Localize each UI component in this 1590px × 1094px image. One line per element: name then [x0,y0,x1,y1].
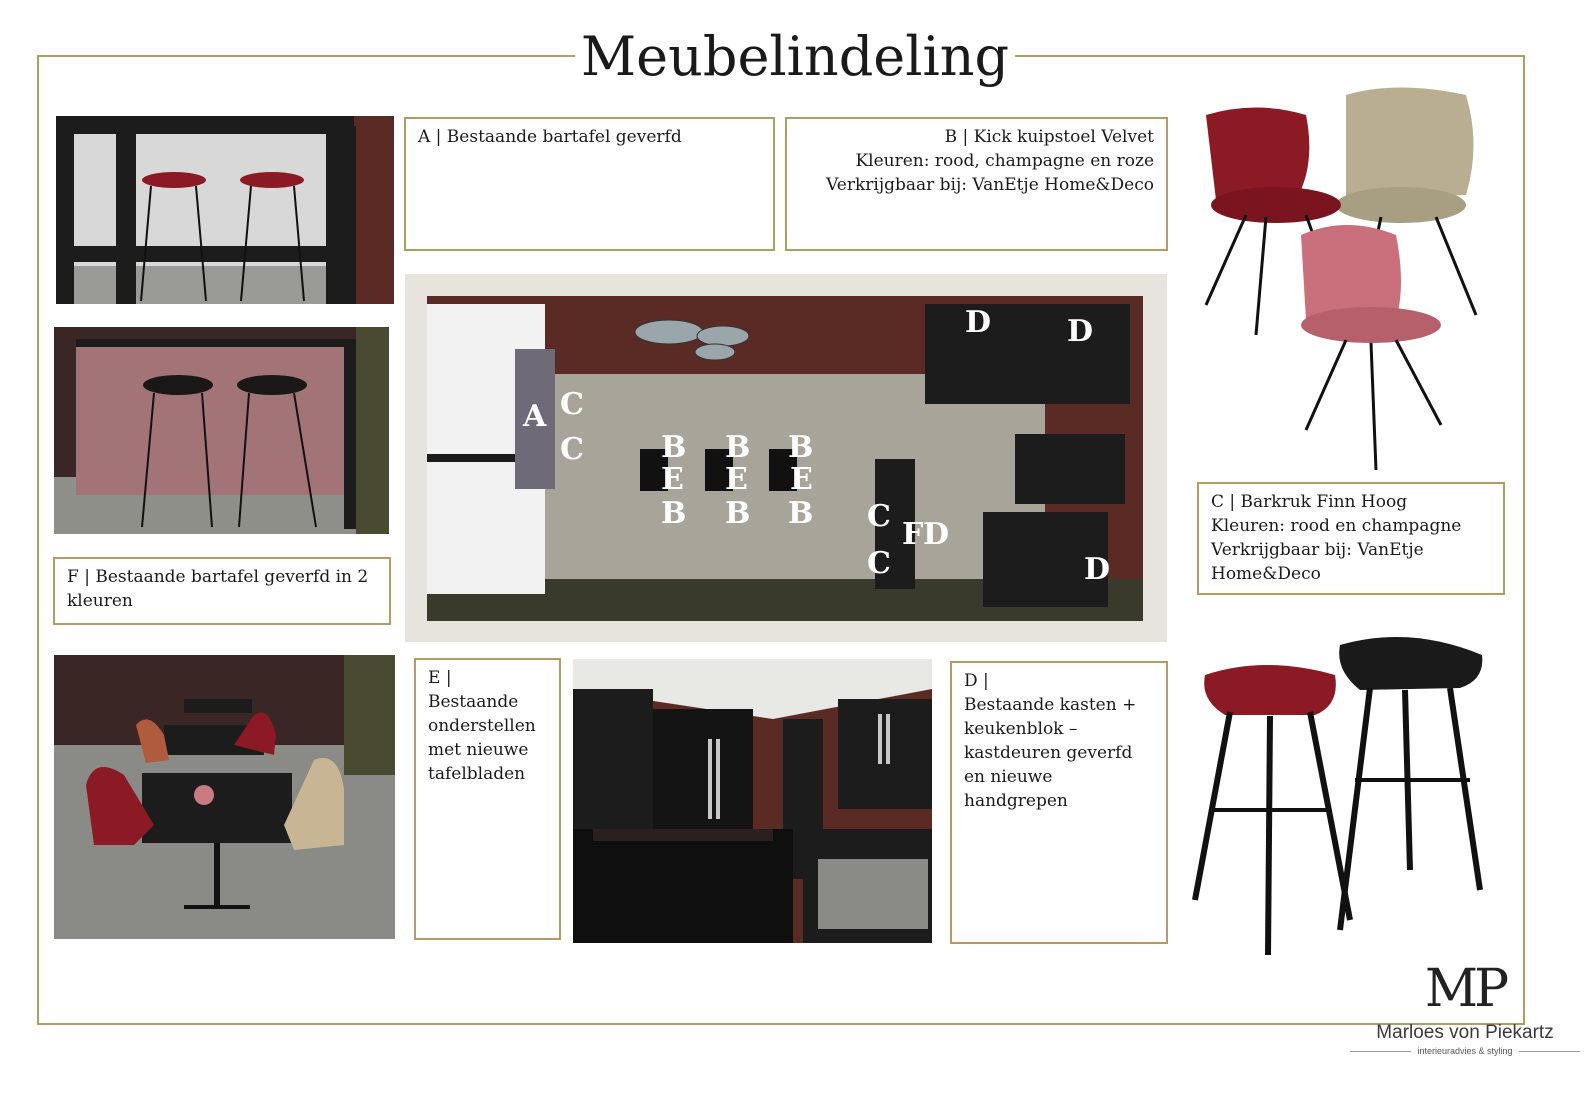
plan-marker-b5: B [788,430,814,465]
plan-marker-c3: C [867,499,891,534]
label-c-line2: Kleuren: rood en champagne [1211,516,1462,536]
plan-marker-c4: C [867,546,891,581]
plan-marker-d4: D [1084,552,1111,587]
plan-marker-d3: D [1067,314,1094,349]
label-c-line3: Verkrijgbaar bij: VanEtje Home&Deco [1211,540,1424,584]
label-a-text: A | Bestaande bartafel geverfd [418,127,682,147]
logo-tagline: interieuradvies & styling [1417,1046,1513,1056]
label-e [414,658,561,940]
label-b [785,117,1168,251]
logo-name: Marloes von Piekartz [1376,1022,1554,1043]
plan-marker-b3: B [725,430,751,465]
product-kick-chairs [1196,85,1486,477]
label-d-text: D | Bestaande kasten + keukenblok – kastdeuren geverfd en nieuwe handgrepen [964,671,1137,811]
label-f [53,557,391,625]
plan-marker-e1: E [661,462,684,497]
plan-marker-b6: B [788,496,814,531]
photo-kitchen-cabinets [573,659,932,943]
plan-marker-d2: D [965,305,992,340]
plan-marker-d1: D [923,517,950,552]
photo-bar-stools-pink-bar [54,327,389,534]
plan-marker-e2: E [725,462,748,497]
plan-marker-b4: B [725,496,751,531]
plan-marker-a: A [523,399,547,434]
label-c-line1: C | Barkruk Finn Hoog [1211,492,1408,512]
label-f-text: F | Bestaande bartafel geverfd in 2 kleuren [67,567,369,611]
logo-monogram: MP [1424,959,1506,1019]
brand-logo [1350,960,1580,1056]
label-c [1197,482,1505,595]
label-e-text: E | Bestaande onderstellen met nieuwe tafelbladen [428,668,536,784]
label-b-line2: Kleuren: rood, champagne en roze [855,151,1154,171]
plan-marker-c2: C [560,432,584,467]
photo-dining-tables [54,655,395,939]
page-title: Meubelindeling [575,22,1015,92]
photo-bar-stools-black-frame [56,116,394,304]
product-finn-barstools [1190,630,1490,955]
plan-marker-f: F [902,517,924,552]
plan-marker-b2: B [661,496,687,531]
label-a [404,117,775,251]
plan-marker-b1: B [661,430,687,465]
floorplan [405,274,1167,642]
plan-marker-e3: E [790,462,813,497]
label-b-line1: B | Kick kuipstoel Velvet [944,127,1154,147]
label-b-line3: Verkrijgbaar bij: VanEtje Home&Deco [826,175,1154,195]
plan-marker-c1: C [560,387,584,422]
label-d [950,661,1168,944]
